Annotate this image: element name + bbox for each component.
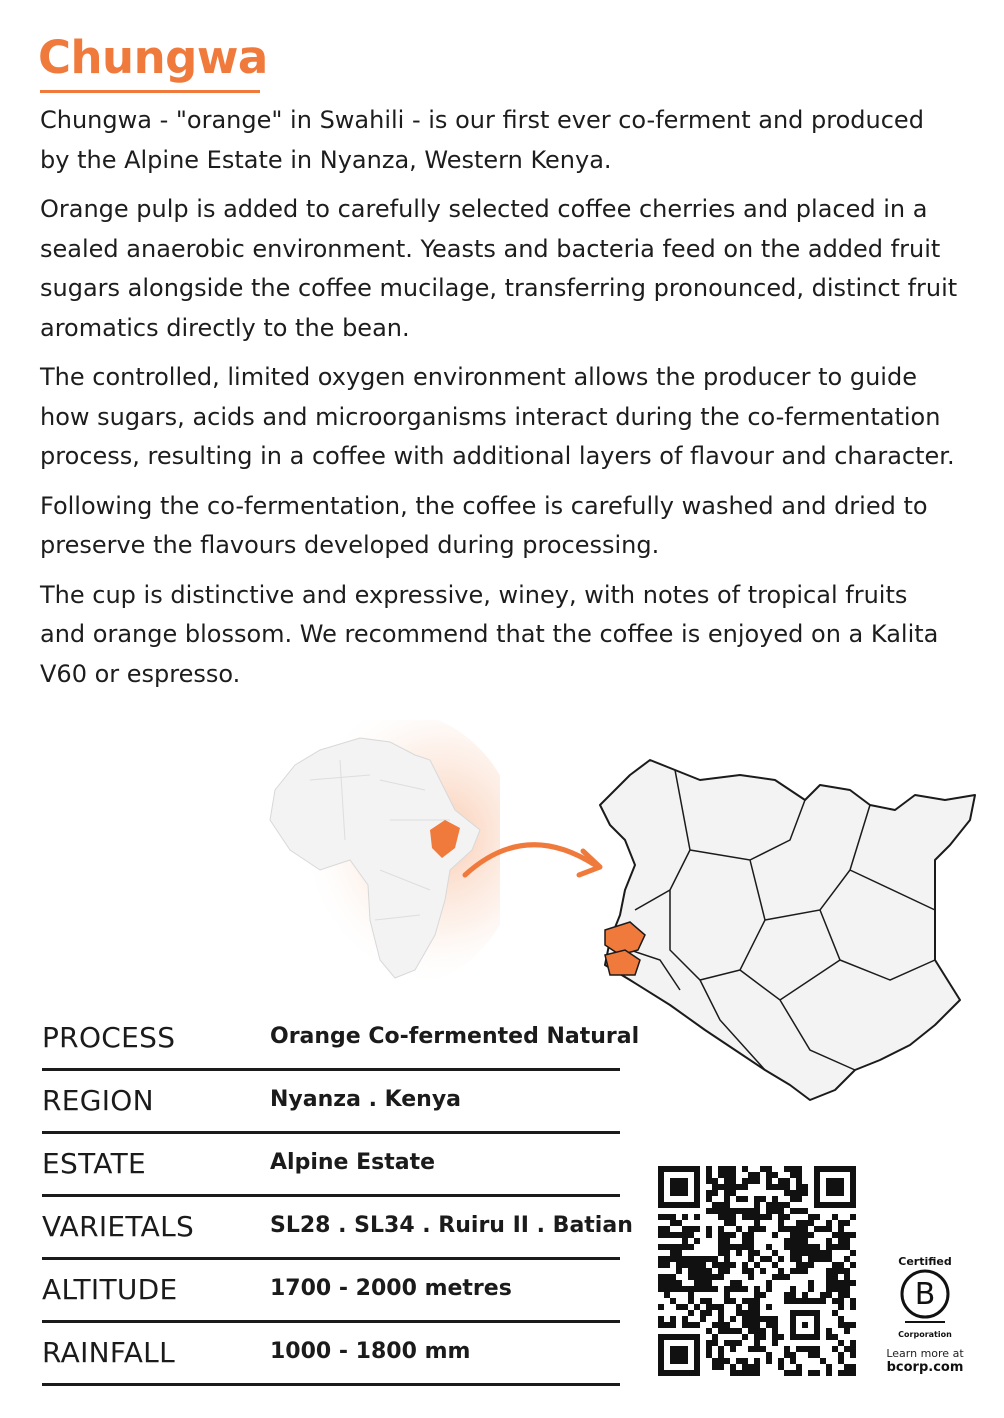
bcorp-certified: Certified xyxy=(898,1255,952,1268)
spec-value: 1000 - 1800 mm xyxy=(270,1339,471,1364)
spec-label: PROCESS xyxy=(42,1021,176,1054)
spec-row xyxy=(42,1008,640,1071)
spec-label: VARIETALS xyxy=(42,1210,195,1243)
paragraph: Orange pulp is added to carefully selected coffee cherries and placed in a sealed anaerobic environment. Yeasts and bacteria feed on the added fruit sugars alongside the coffee mucilage, transferring pronounced, distinct fruit aromatics directly to the bean. xyxy=(40,195,958,342)
paragraph: The cup is distinctive and expressive, winey, with notes of tropical fruits and orange blossom. We recommend that the coffee is enjoyed on a Kalita V60 or espresso. xyxy=(40,580,939,688)
spec-row xyxy=(42,1071,620,1134)
spec-value: Orange Co-fermented Natural xyxy=(270,1024,640,1049)
bcorp-url[interactable]: bcorp.com xyxy=(886,1360,964,1375)
title-underline xyxy=(40,90,260,93)
bcorp-letter: B xyxy=(914,1277,936,1312)
spec-value: Alpine Estate xyxy=(270,1150,436,1175)
paragraph: Chungwa - "orange" in Swahili - is our first ever co-ferment and produced by the Alpine Estate in Nyanza, Western Kenya. xyxy=(40,106,924,174)
bcorp-logo[interactable] xyxy=(880,1255,970,1375)
spec-label: ESTATE xyxy=(42,1147,146,1180)
qr-code-icon[interactable] xyxy=(657,1166,857,1376)
kenya-map-icon xyxy=(590,750,990,1105)
spec-value: Nyanza . Kenya xyxy=(270,1087,462,1112)
spec-value: SL28 . SL34 . Ruiru II . Batian xyxy=(270,1213,633,1238)
spec-row xyxy=(42,1260,620,1323)
bcorp-learn: Learn more at xyxy=(886,1347,964,1360)
spec-label: RAINFALL xyxy=(42,1336,175,1369)
description xyxy=(40,101,960,704)
spec-label: ALTITUDE xyxy=(42,1273,178,1306)
paragraph: Following the co-fermentation, the coffee is carefully washed and dried to preserve the flavours developed during processing. xyxy=(40,491,928,559)
paragraph: The controlled, limited oxygen environment allows the producer to guide how sugars, acids and microorganisms interact during the co-fermentation process, resulting in a coffee with additional layers of flavour and character. xyxy=(40,363,955,470)
page-title: Chungwa xyxy=(38,31,268,84)
spec-label: REGION xyxy=(42,1084,154,1117)
spec-row xyxy=(42,1134,620,1197)
bcorp-icon xyxy=(899,1268,951,1324)
spec-row xyxy=(42,1197,633,1260)
spec-row xyxy=(42,1323,620,1386)
spec-table xyxy=(42,1008,640,1386)
spec-value: 1700 - 2000 metres xyxy=(270,1276,512,1301)
bcorp-corporation: Corporation xyxy=(898,1330,952,1339)
